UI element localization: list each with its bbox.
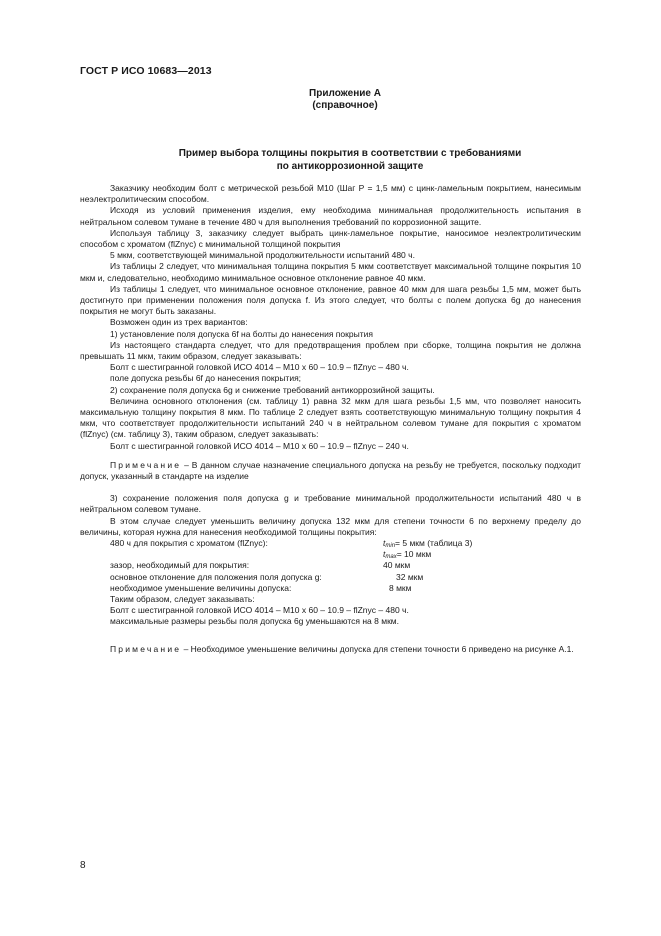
paragraph: Таким образом, следует заказывать: <box>110 594 255 605</box>
paragraph: 1) установление поля допуска 6f на болты до нанесения покрытия <box>110 328 373 339</box>
paragraph: Из настоящего стандарта следует, что для предотвращения проблем при сборке, толщина покрытия не должна превышать 11 мкм, таким образом, следует заказывать: <box>80 339 581 362</box>
paragraph: Заказчику необходим болт с метрической резьбой М10 (Шаг P = 1,5 мм) с цинк-ламельным покрытием, нанесимым неэлектролитическим способом. <box>80 183 581 205</box>
paragraph: Из таблицы 1 следует, что минимальное основное отклонение, равное 40 мкм для шага резьбы 1,5 мм, может быть достигнуто при применении положения поля допуска f. Из этого следует, что болты с полем допуска 6g до нанесения покрытия не могут быть заказаны. <box>80 283 581 317</box>
section-title-line-2: по антикоррозионной защите <box>276 161 424 172</box>
calc-row <box>80 572 581 583</box>
paragraph: максимальные размеры резьбы поля допуска 6g уменьшаются на 8 мкм. <box>110 616 399 627</box>
paragraph: Исходя из условий применения изделия, ему необходима минимальная продолжительность испытания в нейтральном солевом тумане в течение 480 ч для выполнения требований по коррозионной защите. <box>80 205 581 227</box>
calc-label: зазор, необходимый для покрытия: <box>110 560 250 571</box>
paragraph: Величина основного отклонения (см. таблицу 1) равна 32 мкм для шага резьбы 1,5 мм, что позволяет наносить максимальную толщину покрытия 8 мкм. По таблице 2 следует взять соответствующую минимальную толщину покрытия 4 мкм, что соответствует продолжительности испытаний 240 ч в нейтральном солевом тумане для покрытия с хроматом (flZnyc) (см. таблицу 3), таким образом, следует заказывать: <box>80 395 581 440</box>
calc-row <box>80 538 581 549</box>
order-designation: Болт с шестигранной головкой ИСО 4014 – М10 х 60 – 10.9 – flZnyc – 480 ч. <box>110 362 409 373</box>
note-text: – В данном случае назначение специального допуска на резьбу не требуется, поскольку подходит допуск, указанный в стандарте на изделие <box>80 459 581 482</box>
calc-value: 8 мкм <box>389 582 412 593</box>
paragraph: Используя таблицу 3, заказчику следует выбрать цинк-ламельное покрытие, наносимое неэлектролитическим способом с хроматом (flZnyc) с минимальной толщиной покрытия <box>80 227 581 250</box>
calc-value: 40 мкм <box>383 560 411 571</box>
note <box>80 460 581 482</box>
calc-row <box>80 560 581 571</box>
paragraph: Возможен один из трех вариантов: <box>110 317 248 328</box>
section-title-line-1: Пример выбора толщины покрытия в соответствии с требованиями <box>178 148 522 159</box>
order-designation: Болт с шестигранной головкой ИСО 4014 – М10 х 60 – 10.9 – flZnyc – 240 ч. <box>110 440 409 451</box>
calc-label: необходимое уменьшение величины допуска: <box>110 582 292 593</box>
calc-row <box>80 583 581 594</box>
calc-value: tmin= 5 мкм (таблица 3) <box>383 538 473 550</box>
appendix-title: Приложение А <box>309 88 381 99</box>
paragraph: 3) сохранение положения поля допуска g и требование минимальной продолжительности испытаний 480 ч в нейтральном солевом тумане. <box>80 493 581 515</box>
calc-label: 480 ч для покрытия с хроматом (flZnyc): <box>110 538 268 549</box>
paragraph: В этом случае следует уменьшить величину допуска 132 мкм для степени точности 6 по верхнему пределу до величины, которая нужна для нанесения необходимой толщины покрытия: <box>80 515 581 537</box>
note-label: Примечание <box>110 459 182 470</box>
note-text: – Необходимое уменьшение величины допуска для степени точности 6 приведено на рисунке А.1. <box>181 643 574 654</box>
order-designation: Болт с шестигранной головкой ИСО 4014 – М10 х 60 – 10.9 – flZnyc – 480 ч. <box>110 605 409 616</box>
paragraph: 2) сохранение поля допуска 6g и снижение требований антикоррозийной защиты. <box>110 384 435 395</box>
paragraph: Из таблицы 2 следует, что минимальная толщина покрытия 5 мкм соответствует максимальной толщине покрытия 10 мкм и, следовательно, необходимо минимальное основное отклонение равное 40 мкм. <box>80 261 581 283</box>
calc-label: основное отклонение для положения поля допуска g: <box>110 571 322 582</box>
appendix-subtitle: (справочное) <box>312 100 378 111</box>
note-label: Примечание <box>110 643 182 654</box>
paragraph: 5 мкм, соответствующей минимальной продолжительности испытаний 480 ч. <box>110 250 415 261</box>
calc-row <box>80 549 581 560</box>
note <box>80 644 581 655</box>
calc-value: tmax= 10 мкм <box>383 549 432 561</box>
paragraph: поле допуска резьбы 6f до нанесения покрытия; <box>110 373 302 384</box>
calc-value: 32 мкм <box>396 571 424 582</box>
document-header: ГОСТ Р ИСО 10683—2013 <box>80 65 212 77</box>
page-number: 8 <box>80 860 86 871</box>
document-body <box>80 183 581 655</box>
